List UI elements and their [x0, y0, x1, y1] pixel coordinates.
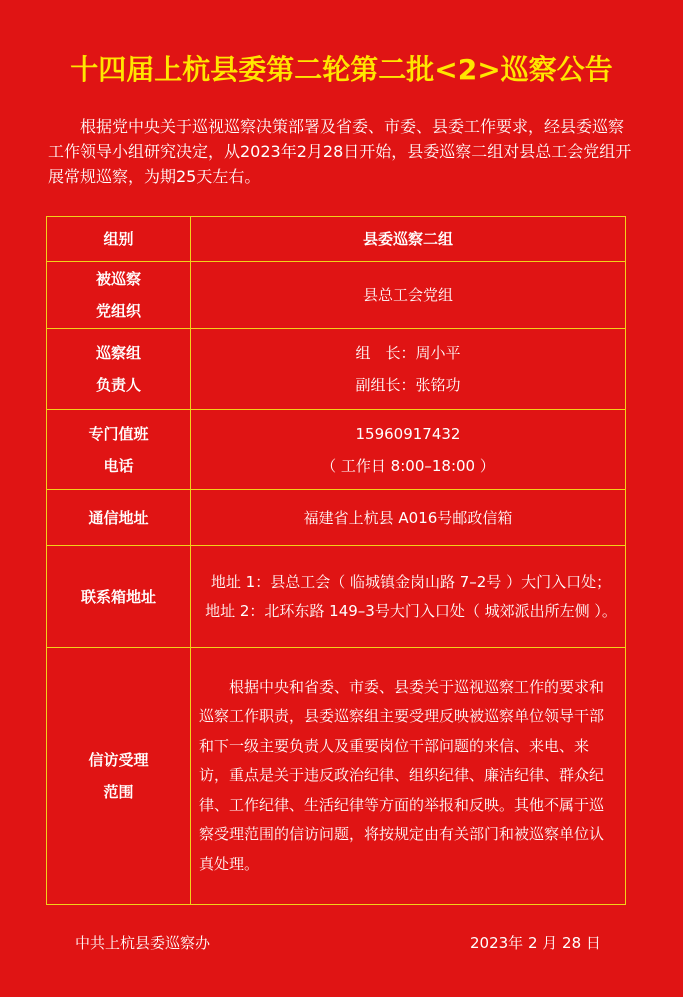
leader-line: 组 长：周小平: [355, 344, 461, 362]
leader-label: [47, 329, 191, 410]
issue-date: 2023年 2 月 28 日: [470, 934, 601, 952]
table-row-leader: [47, 329, 626, 410]
mailbox-value: [191, 546, 626, 648]
target-label-line-1: 被巡察: [95, 270, 141, 288]
phone-label-line-1: 专门值班: [88, 424, 149, 443]
table-row-group: [47, 217, 626, 262]
table-row-address: [47, 490, 626, 546]
group-label: 组别: [47, 217, 191, 262]
address-label: 通信地址: [47, 490, 191, 546]
mailbox-address-1: 地址 1：县总工会（ 临城镇金岗山路 7–2号 ）大门入口处；: [210, 572, 612, 591]
phone-number: 15960917432: [355, 424, 461, 443]
target-label: [47, 262, 191, 329]
group-value: 县委巡察二组: [191, 217, 626, 262]
inspection-info-table: [46, 216, 626, 905]
table-row-phone: [47, 410, 626, 490]
intro-paragraph: 根据党中央关于巡视巡察决策部署及省委、市委、县委工作要求，经县委巡察工作领导小组研究决定，从2023年2月28日开始，县委巡察二组对县总工会党组开展常规巡察，为期25天左右。: [48, 117, 632, 186]
issuer: 中共上杭县委巡察办: [75, 934, 211, 952]
leader-label-line-1: 巡察组: [95, 344, 141, 362]
table-row-scope: [47, 648, 626, 905]
phone-hours: （ 工作日 8:00–18:00 ）: [321, 456, 495, 475]
scope-label-line-2: 范围: [103, 783, 134, 801]
target-value: 县总工会党组: [191, 262, 626, 329]
address-value: 福建省上杭县 A016号邮政信箱: [191, 490, 626, 546]
table-row-mailbox: [47, 546, 626, 648]
phone-value: [191, 410, 626, 490]
target-label-line-2: 党组织: [95, 302, 141, 320]
leader-label-line-2: 负责人: [95, 376, 141, 394]
table-row-target: [47, 262, 626, 329]
phone-label: [47, 410, 191, 490]
scope-label-line-1: 信访受理: [88, 751, 149, 769]
mailbox-label: 联系箱地址: [47, 546, 191, 648]
leader-value: [191, 329, 626, 410]
notice-title: 十四届上杭县委第二轮第二批<2>巡察公告: [70, 53, 613, 86]
scope-label: [47, 648, 191, 905]
mailbox-address-2: 地址 2：北环东路 149–3号大门入口处（ 城郊派出所左侧 ）。: [205, 601, 617, 620]
phone-label-line-2: 电话: [103, 456, 134, 475]
scope-text: 根据中央和省委、市委、县委关于巡视巡察工作的要求和巡察工作职责，县委巡察组主要受理反映被巡察单位领导干部和下一级主要负责人及重要岗位干部问题的来信、来电、来访，重点是关于违反政治纪律、组织纪律、廉洁纪律、群众纪律、工作纪律、生活纪律等方面的举报和反映。其他不属于巡察受理范围的信访问题，将按规定由有关部门和被巡察单位认真处理。: [191, 648, 626, 905]
deputy-leader-line: 副组长：张铭功: [355, 376, 461, 394]
